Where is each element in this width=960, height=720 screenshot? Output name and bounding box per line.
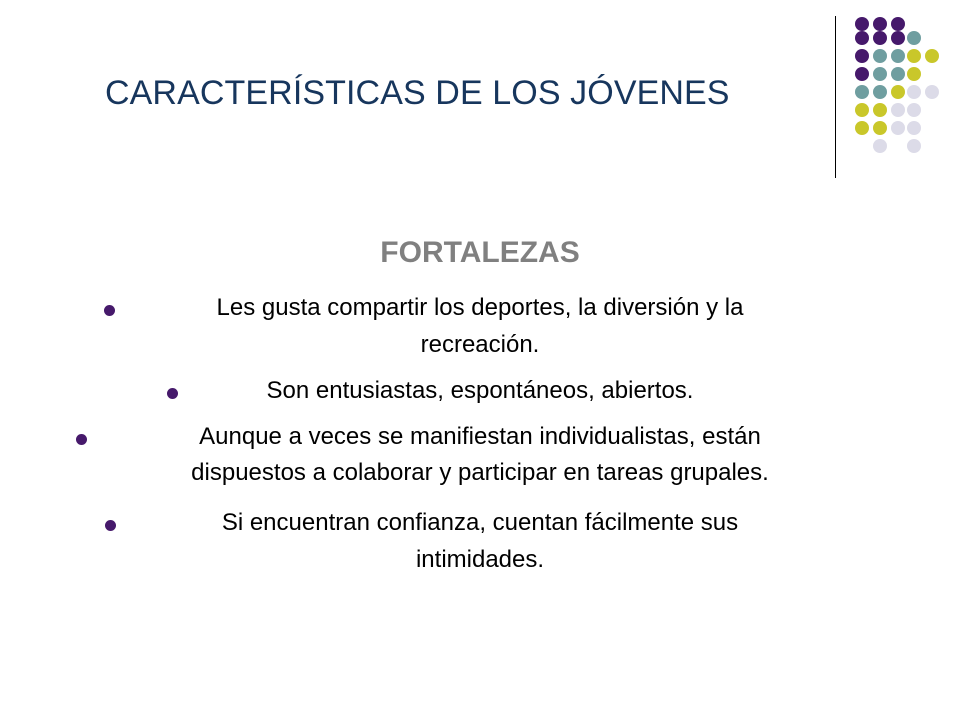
bullet-1-line-2: recreación.: [420, 331, 540, 358]
bullet-3-line-1: Aunque a veces se manifiestan individualistas, están: [199, 423, 761, 450]
slide-title: CARACTERÍSTICAS DE LOS JÓVENES: [105, 74, 730, 112]
bullet-4-line-2: intimidades.: [415, 546, 545, 573]
section-heading: FORTALEZAS: [380, 236, 580, 269]
bullet-4-line-1: Si encuentran confianza, cuentan fácilmente sus: [221, 509, 739, 536]
bullet-1-line-1: Les gusta compartir los deportes, la diversión y la: [216, 294, 744, 321]
bullet-2-line-1: Son entusiastas, espontáneos, abiertos.: [266, 377, 694, 404]
bullet-3-line-2: dispuestos a colaborar y participar en tareas grupales.: [191, 459, 769, 486]
